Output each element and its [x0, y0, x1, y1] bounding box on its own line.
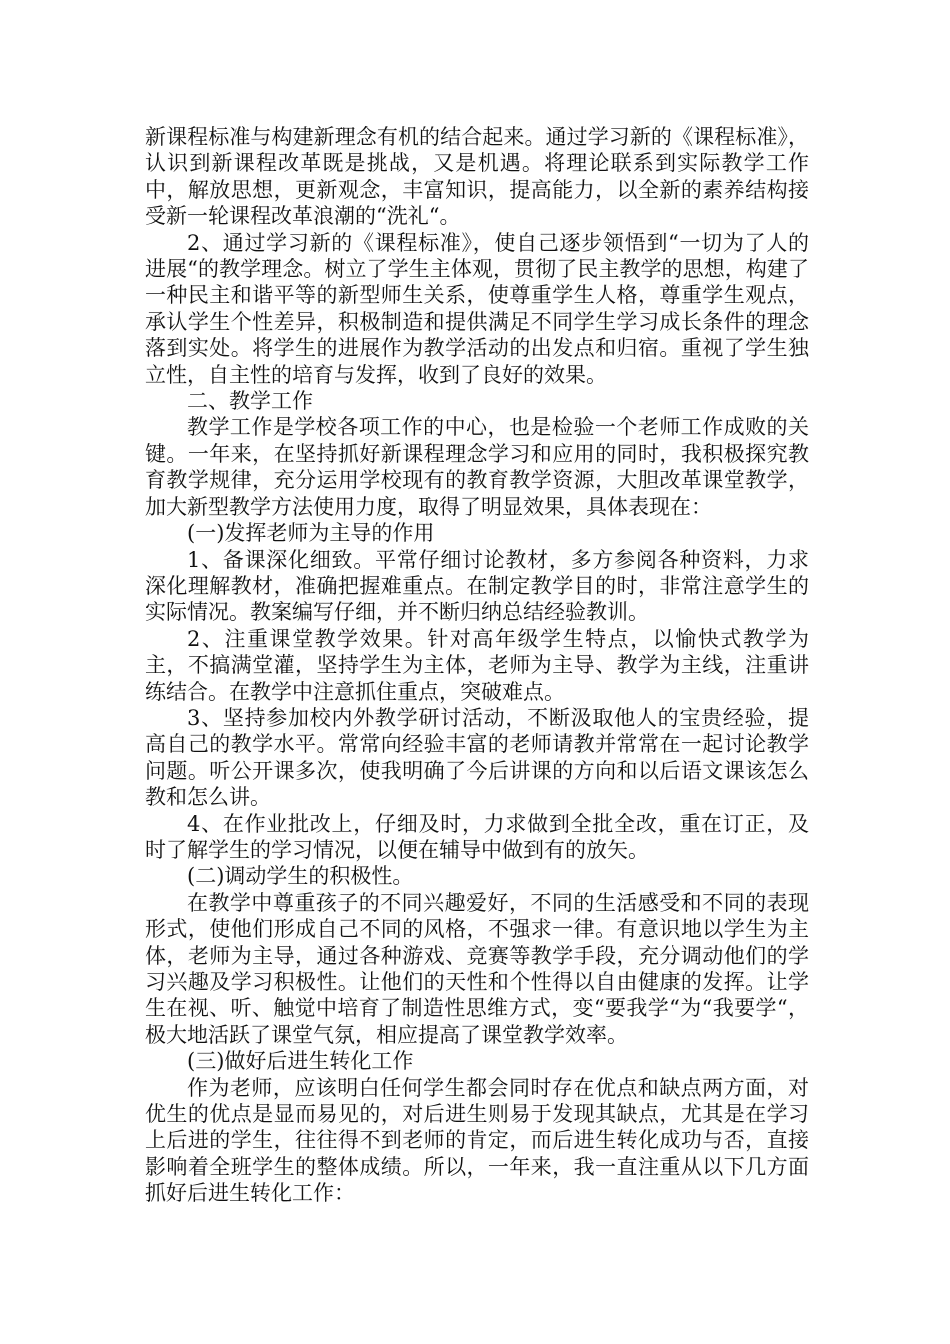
subheading-student-motivation: (二)调动学生的积极性。: [187, 864, 414, 889]
paragraph-6: 1、备课深化细致。平常仔细讨论教材，多方参阅各种资料，力求深化理解教材，准确把握难重点。在制定教学目的时，非常注意学生的实际情况。教案编写仔细，并不断归纳总结经验教训。: [145, 547, 809, 625]
paragraph-11: 在教学中尊重孩子的不同兴趣爱好，不同的生活感受和不同的表现形式，使他们形成自己不同的风格，不强求一律。有意识地以学生为主体，老师为主导，通过各种游戏、竞赛等教学手段，充分调动他们的学习兴趣及学习积极性。让他们的天性和个性得以自由健康的发挥。让学生在视、听、触觉中培育了制造性思维方式，变“要我学“为“我要学“，极大地活跃了课堂气氛，相应提高了课堂教学效率。: [145, 890, 809, 1047]
paragraph-9: 4、在作业批改上，仔细及时，力求做到全批全改，重在订正，及时了解学生的学习情况，以便在辅导中做到有的放矢。: [145, 811, 809, 862]
paragraph-7: 2、注重课堂教学效果。针对高年级学生特点，以愉快式教学为主，不搞满堂灌，坚持学生为主体，老师为主导、教学为主线，注重讲练结合。在教学中注意抓住重点，突破难点。: [145, 626, 809, 704]
subheading-teacher-leading-role: (一)发挥老师为主导的作用: [187, 521, 435, 546]
paragraph-2: 2、通过学习新的《课程标准》，使自己逐步领悟到“一切为了人的进展“的教学理念。树立了学生主体观，贯彻了民主教学的思想，构建了一种民主和谐平等的新型师生关系，使尊重学生人格，尊重学生观点，承认学生个性差异，积极制造和提供满足不同学生学习成长条件的理念落到实处。将学生的进展作为教学活动的出发点和归宿。重视了学生独立性，自主性的培育与发挥，收到了良好的效果。: [145, 230, 809, 387]
section-heading-teaching-work: 二、教学工作: [187, 389, 313, 414]
paragraph-4: 教学工作是学校各项工作的中心，也是检验一个老师工作成败的关键。一年来，在坚持抓好新课程理念学习和应用的同时，我积极探究教育教学规律，充分运用学校现有的教育教学资源，大胆改革课堂教学，加大新型教学方法使用力度，取得了明显效果，具体表现在：: [145, 415, 809, 519]
paragraph-1: 新课程标准与构建新理念有机的结合起来。通过学习新的《课程标准》，认识到新课程改革既是挑战，又是机遇。将理论联系到实际教学工作中，解放思想，更新观念，丰富知识，提高能力，以全新的素养结构接受新一轮课程改革浪潮的“洗礼“。: [145, 125, 809, 229]
paragraph-8: 3、坚持参加校内外教学研讨活动，不断汲取他人的宝贵经验，提高自己的教学水平。常常向经验丰富的老师请教并常常在一起讨论教学问题。听公开课多次，使我明确了今后讲课的方向和以后语文课该怎么教和怎么讲。: [145, 705, 809, 810]
document-body: [145, 124, 809, 1207]
subheading-struggling-students: (三)做好后进生转化工作: [187, 1049, 414, 1074]
paragraph-13: 作为老师，应该明白任何学生都会同时存在优点和缺点两方面，对优生的优点是显而易见的，对后进生则易于发现其缺点，尤其是在学习上后进的学生，往往得不到老师的肯定，而后进生转化成功与否，直接影响着全班学生的整体成绩。所以，一年来，我一直注重从以下几方面抓好后进生转化工作：: [145, 1075, 809, 1206]
